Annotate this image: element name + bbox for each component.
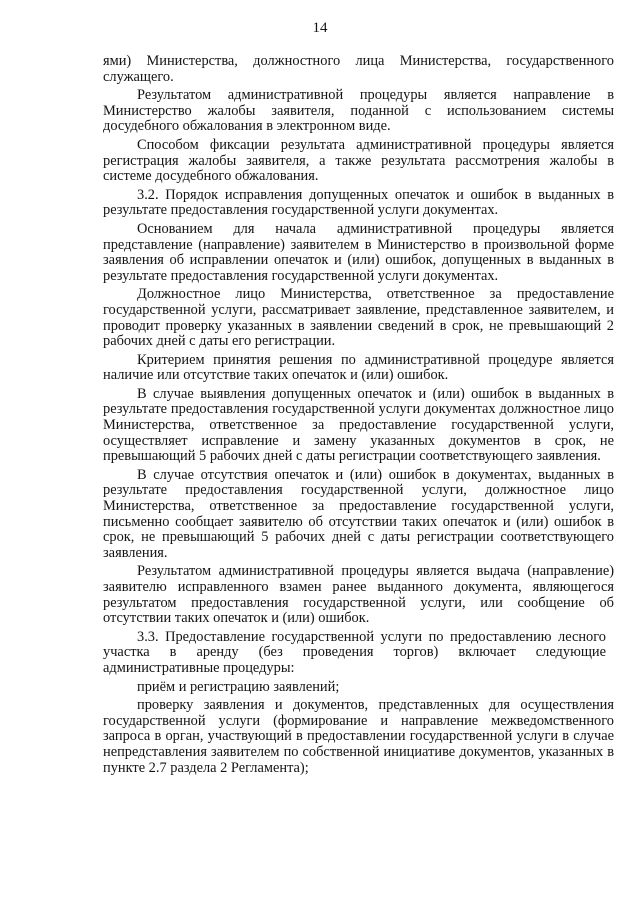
- paragraph: В случае выявления допущенных опечаток и (или) ошибок в выданных в результате предоставления государственной услуги документах должностное лицо Министерства, ответственное за предоставление государственной услуги, осуществляет исправление и замену указанных документов в срок, не превышающий 5 рабочих дней с даты регистрации соответствующего заявления.: [103, 385, 614, 465]
- paragraph-section-3-3: 3.3. Предоставление государственной услуги по предоставлению лесного участка в аренду (без проведения торгов) включает следующие административные процедуры:: [103, 628, 606, 676]
- paragraph: Основанием для начала административной процедуры является представление (направление) заявителем в Министерство в произвольной форме заявления об исправлении опечаток и (или) ошибок, допущенных в выданных в результате предоставления государственной услуги документах.: [103, 220, 614, 284]
- list-item: приём и регистрацию заявлений;: [137, 678, 340, 695]
- list-item: проверку заявления и документов, представленных для осуществления государственной услуги (формирование и направление межведомственного запроса в орган, участвующий в предоставлении государственной услуги в случае непредставления заявителем по собственной инициативе документов, указанных в пункте 2.7 раздела 2 Регламента);: [103, 697, 614, 776]
- paragraph: Должностное лицо Министерства, ответственное за предоставление государственной услуги, рассматривает заявление, представленное заявителем, и проводит проверку указанных в заявлении сведений в срок, не превышающий 2 рабочих дней с даты его регистрации.: [103, 286, 614, 350]
- paragraph: В случае отсутствия опечаток и (или) ошибок в документах, выданных в результате предоставления государственной услуги, должностное лицо Министерства, ответственное за предоставление государственной услуги, письменно сообщает заявителю об отсутствии таких опечаток и (или) ошибок в срок, не превышающий 5 рабочих дней с даты регистрации соответствующего заявления.: [103, 466, 614, 561]
- paragraph: Результатом административной процедуры является выдача (направление) заявителю исправленного взамен ранее выданного документа, являющегося результатом предоставления государственной услуги, или сообщение об отсутствии таких опечаток и (или) ошибок.: [103, 563, 614, 627]
- paragraph: Способом фиксации результата административной процедуры является регистрация жалобы заявителя, а также результата рассмотрения жалобы в системе досудебного обжалования.: [103, 136, 614, 185]
- page-number: 14: [312, 20, 328, 36]
- paragraph-section-3-2: 3.2. Порядок исправления допущенных опечаток и ошибок в выданных в результате предоставления государственной услуги документах.: [103, 186, 614, 219]
- paragraph: ями) Министерства, должностного лица Министерства, государственного служащего.: [103, 53, 614, 85]
- paragraph: Критерием принятия решения по административной процедуре является наличие или отсутствие таких опечаток и (или) ошибок.: [103, 351, 614, 384]
- paragraph: Результатом административной процедуры является направление в Министерство жалобы заявителя, поданной с использованием системы досудебного обжалования в электронном виде.: [103, 87, 614, 135]
